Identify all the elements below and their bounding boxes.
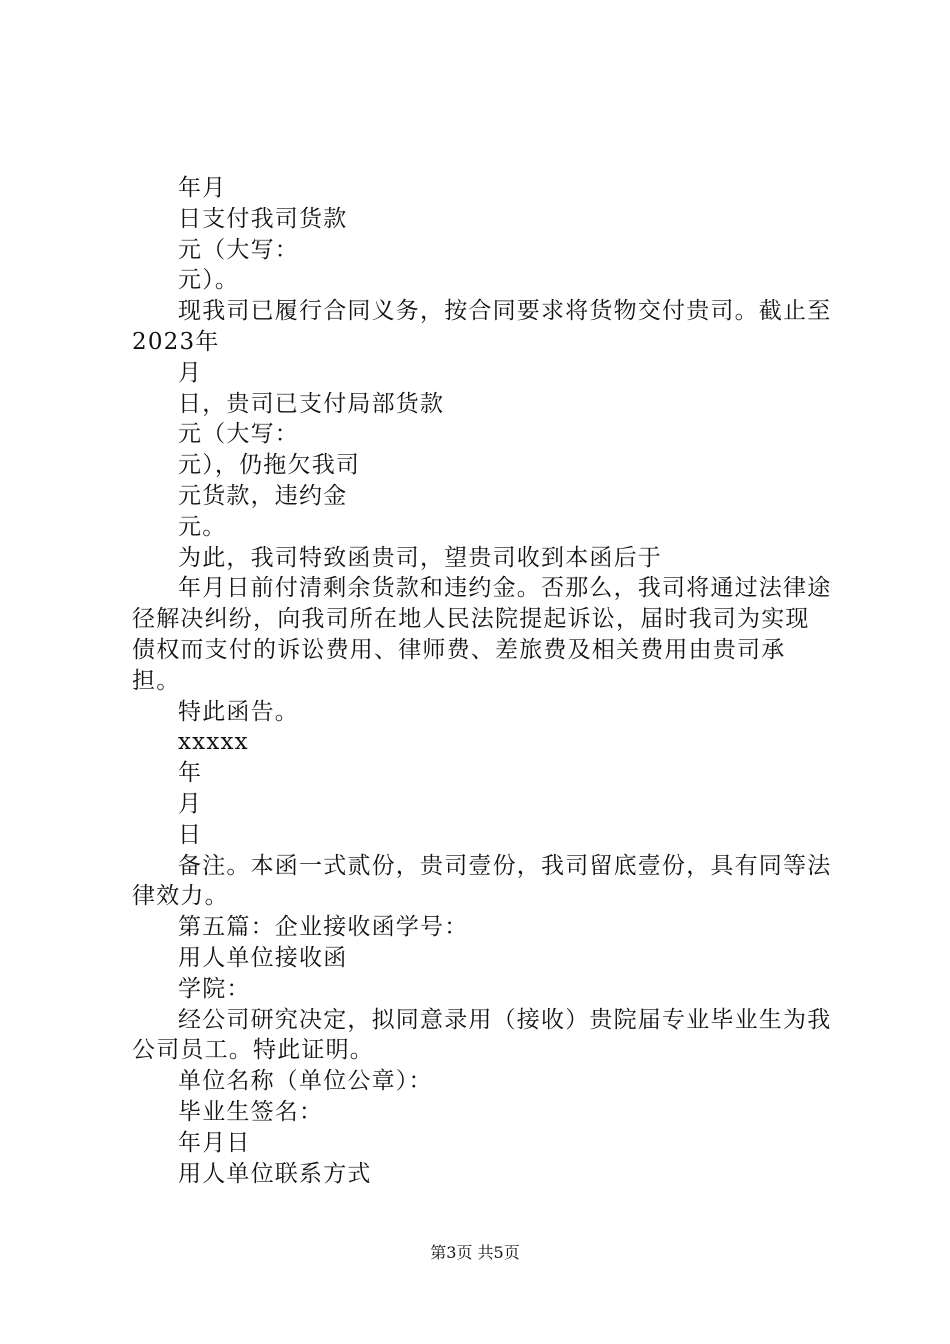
paragraph: 经公司研究决定，拟同意录用（接收）贵院届专业毕业生为我公司员工。特此证明。 (132, 1006, 832, 1064)
paragraph: 年月日 (178, 1129, 251, 1156)
date-year: 年 (178, 760, 203, 787)
paragraph: 年月 (178, 175, 227, 201)
paragraph: 学院： (178, 975, 251, 1002)
paragraph: 元。 (178, 513, 227, 540)
document-body (132, 173, 832, 1189)
paragraph: 现我司已履行合同义务，按合同要求将货物交付贵司。截止至2023年 (132, 298, 832, 355)
page-number: 第3页 共5页 (430, 1243, 520, 1262)
paragraph: 特此函告。 (178, 698, 299, 725)
paragraph: 用人单位联系方式 (178, 1160, 372, 1187)
signature-name: xxxxx (178, 729, 249, 756)
paragraph: 日支付我司货款 (178, 205, 348, 232)
paragraph: 元）。 (178, 267, 240, 294)
paragraph: 月 (178, 359, 203, 386)
date-month: 月 (178, 790, 203, 817)
section-heading: 第五篇：企业接收函学号： (178, 914, 469, 941)
date-day: 日 (178, 821, 203, 848)
paragraph: 元），仍拖欠我司 (178, 452, 361, 479)
paragraph: 元货款，违约金 (178, 482, 348, 509)
paragraph: 毕业生签名： (178, 1098, 324, 1125)
paragraph: 日，贵司已支付局部货款 (178, 390, 445, 417)
paragraph: 元（大写： (178, 236, 299, 263)
paragraph: 备注。本函一式贰份，贵司壹份，我司留底壹份，具有同等法律效力。 (132, 852, 832, 910)
paragraph: 单位名称（单位公章）： (178, 1068, 433, 1095)
paragraph: 为此，我司特致函贵司，望贵司收到本函后于 (178, 544, 662, 571)
letter-title: 用人单位接收函 (178, 944, 348, 971)
paragraph: 年月日前付清剩余货款和违约金。否那么，我司将通过法律途径解决纠纷，向我司所在地人民法院提起诉讼，届时我司为实现债权而支付的诉讼费用、律师费、差旅费及相关费用由贵司承担。 (132, 575, 832, 694)
paragraph: 元（大写： (178, 421, 299, 448)
